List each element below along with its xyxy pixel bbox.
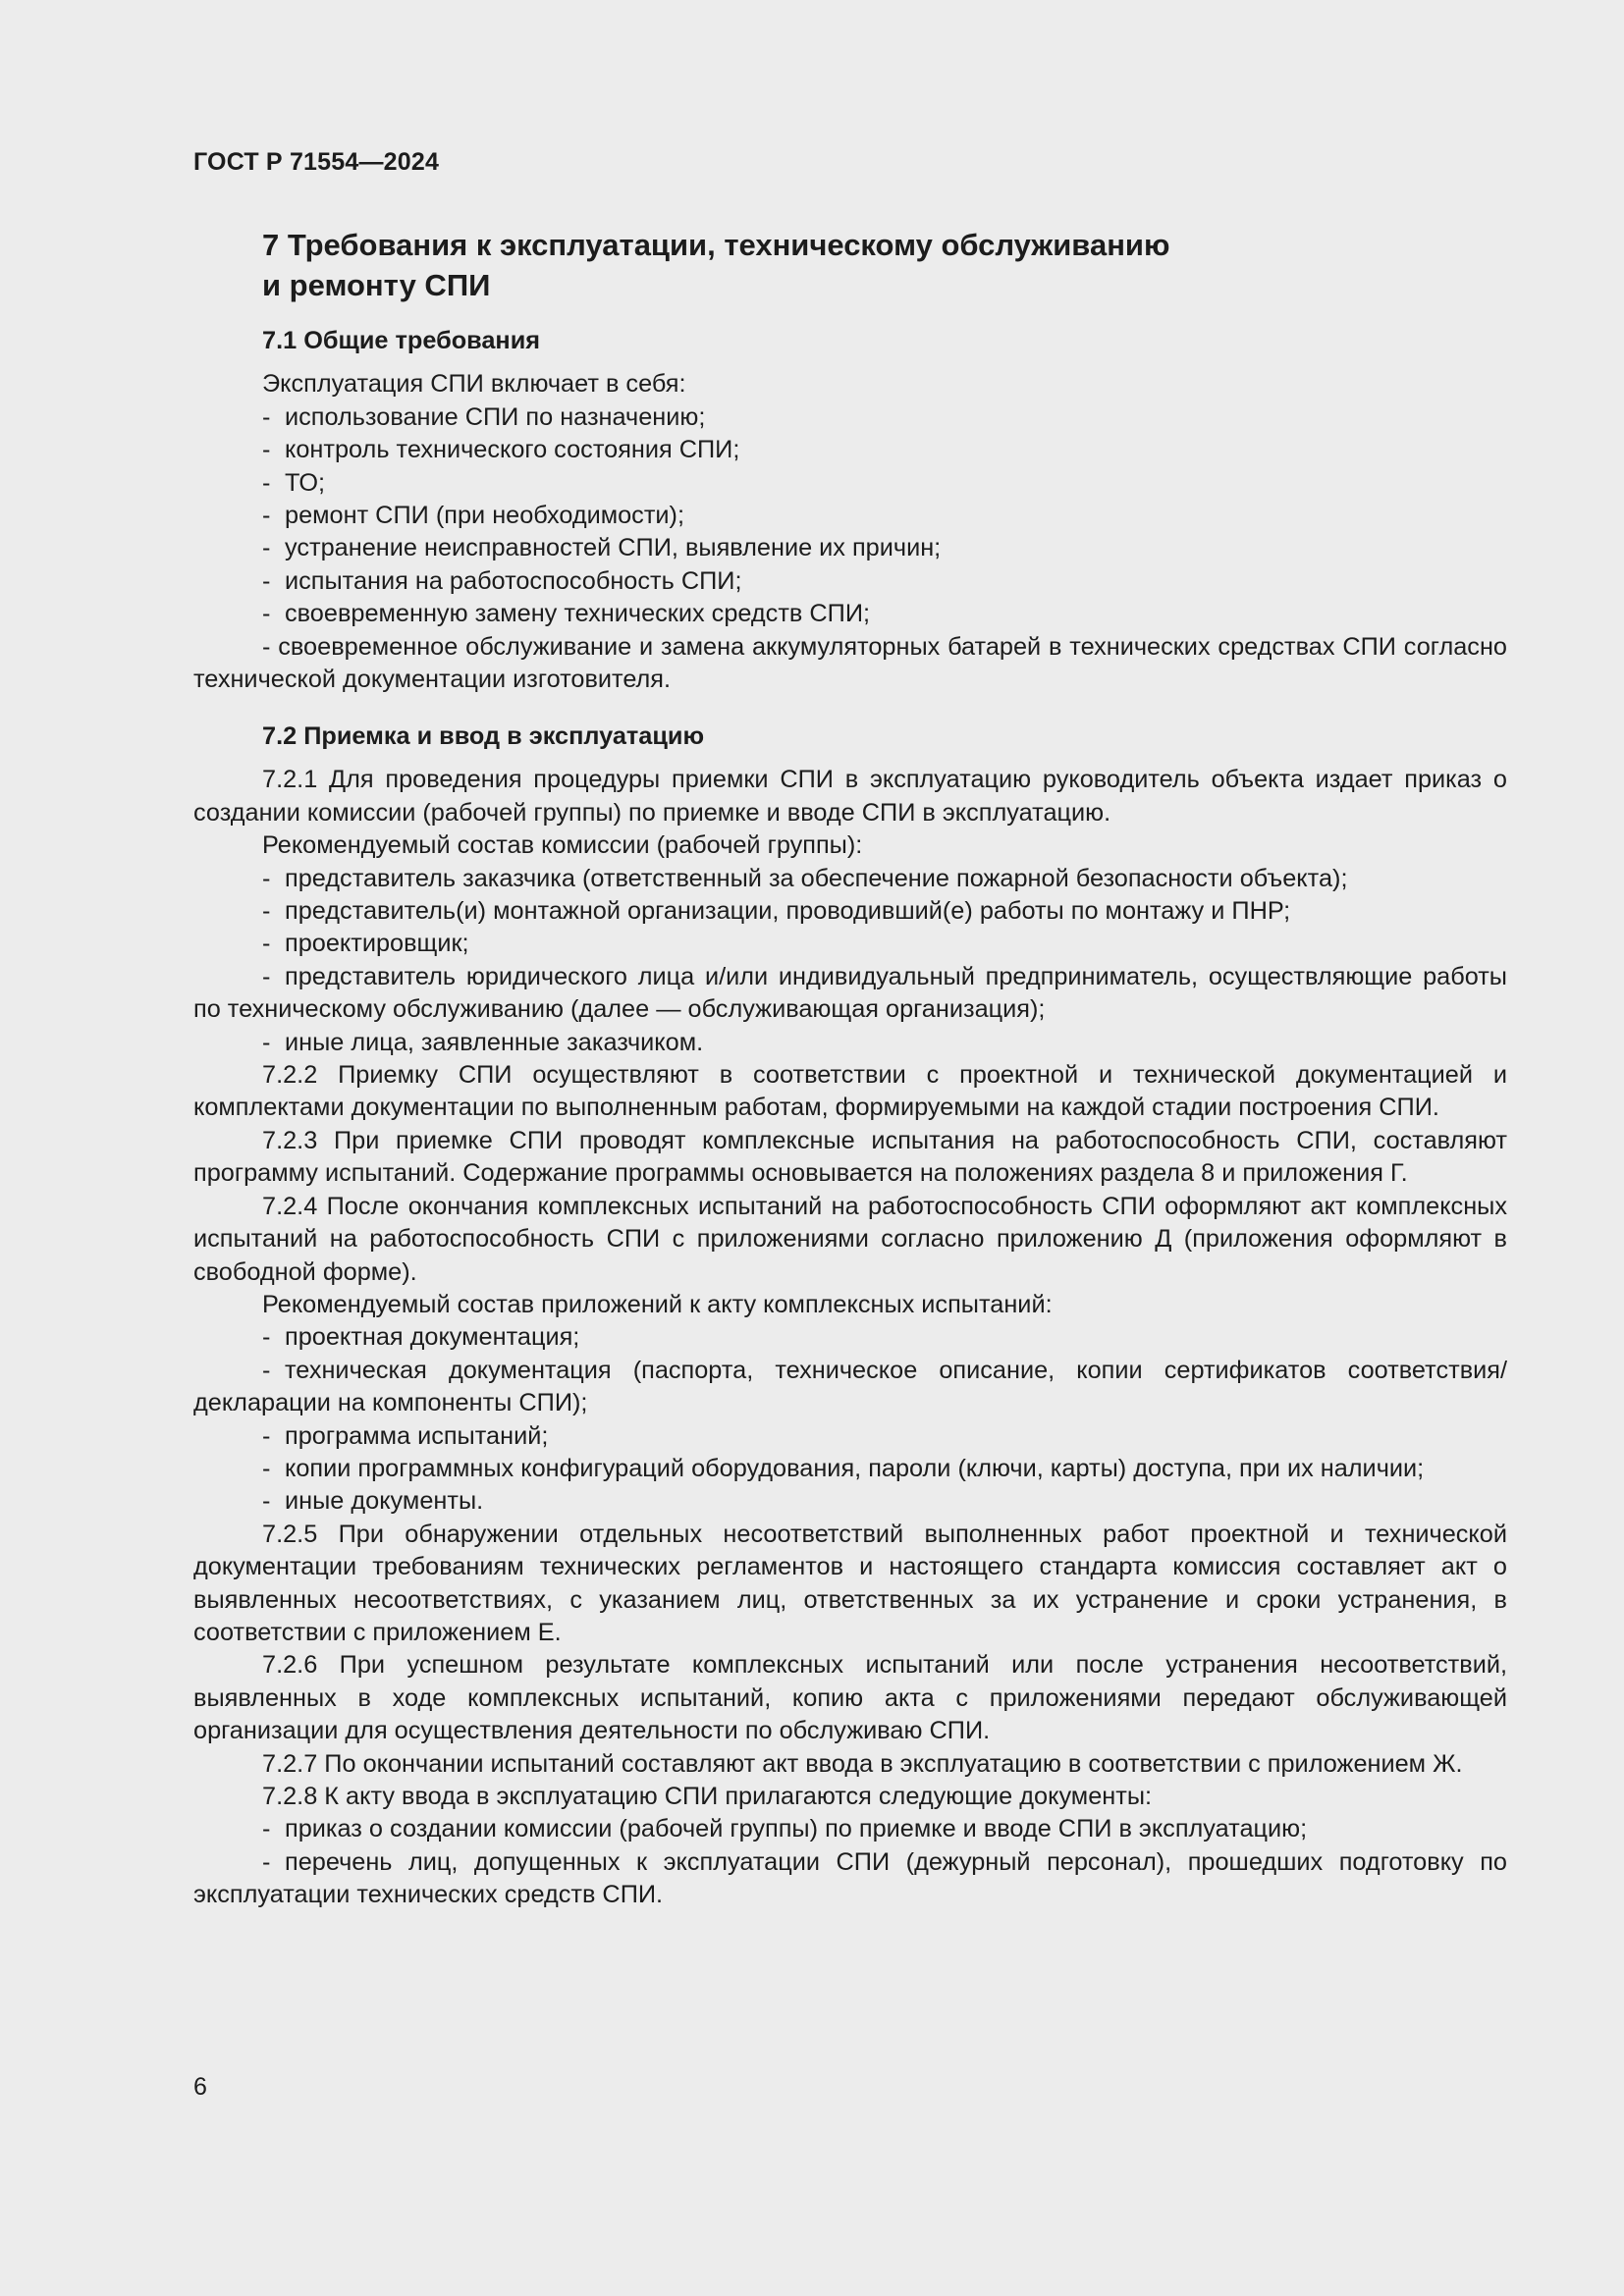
list-item: - иные документы. bbox=[262, 1487, 484, 1516]
list-item: - своевременную замену технических средств СПИ; bbox=[262, 600, 871, 628]
list-item: - представитель(и) монтажной организации, проводивший(е) работы по монтажу и ПНР; bbox=[262, 897, 1291, 926]
section-7-2 bbox=[193, 721, 1507, 1912]
paragraph-7-2-4: 7.2.4 После окончания комплексных испытаний на работоспособность СПИ оформляют акт комплексных испытаний на работоспособность СПИ с приложениями согласно приложению Д (приложения оформляют в свободной форме). bbox=[193, 1192, 1507, 1286]
list-item: - представитель заказчика (ответственный за обеспечение пожарной безопасности объекта); bbox=[262, 864, 1348, 892]
subsection-heading: 7.2 Приемка и ввод в эксплуатацию bbox=[262, 722, 705, 750]
list-item: - программа испытаний; bbox=[262, 1421, 549, 1450]
list-item: - проектная документация; bbox=[262, 1323, 580, 1352]
document-code: ГОСТ Р 71554—2024 bbox=[193, 148, 440, 176]
list-item: - использование СПИ по назначению; bbox=[262, 402, 706, 431]
section-title-line2: и ремонту СПИ bbox=[262, 268, 491, 302]
section-title bbox=[262, 225, 1342, 305]
section-7-1 bbox=[193, 325, 1507, 696]
list-item: - техническая документация (паспорта, техническое описание, копии сертификатов соответствия/декларации на компоненты СПИ); bbox=[193, 1356, 1507, 1417]
paragraph-7-2-2: 7.2.2 Приемку СПИ осуществляют в соответствии с проектной и технической документацией и комплектами документации по выполненным работам, формируемыми на каждой стадии построения СПИ. bbox=[193, 1061, 1507, 1122]
list-item: - копии программных конфигураций оборудования, пароли (ключи, карты) доступа, при их наличии; bbox=[262, 1454, 1425, 1482]
paragraph-7-2-5: 7.2.5 При обнаружении отдельных несоответствий выполненных работ проектной и технической документации требованиям технических регламентов и настоящего стандарта комиссия составляет акт о выявленных несоответствиях, с указанием лиц, ответственных за их устранение и сроки устранения, в соответствии с приложением Е. bbox=[193, 1520, 1507, 1646]
list-item: - проектировщик; bbox=[262, 930, 469, 958]
paragraph: Рекомендуемый состав комиссии (рабочей группы): bbox=[262, 831, 863, 860]
paragraph-7-2-3: 7.2.3 При приемке СПИ проводят комплексные испытания на работоспособность СПИ, составляют программу испытаний. Содержание программы основывается на положениях раздела 8 и приложения Г. bbox=[193, 1126, 1507, 1188]
list-item: - приказ о создании комиссии (рабочей группы) по приемке и вводе СПИ в эксплуатацию; bbox=[262, 1815, 1308, 1843]
page-number: 6 bbox=[193, 2073, 207, 2101]
list-item: - своевременное обслуживание и замена аккумуляторных батарей в технических средствах СПИ согласно технической документации изготовителя. bbox=[193, 632, 1507, 694]
paragraph-7-2-1: 7.2.1 Для проведения процедуры приемки СПИ в эксплуатацию руководитель объекта издает приказ о создании комиссии (рабочей группы) по приемке и вводе СПИ в эксплуатацию. bbox=[193, 766, 1507, 827]
list-item: - испытания на работоспособность СПИ; bbox=[262, 566, 742, 595]
list-item: - иные лица, заявленные заказчиком. bbox=[262, 1028, 704, 1056]
paragraph-7-2-8: 7.2.8 К акту ввода в эксплуатацию СПИ прилагаются следующие документы: bbox=[262, 1783, 1153, 1810]
list-item: - контроль технического состояния СПИ; bbox=[262, 436, 740, 464]
list-item: - устранение неисправностей СПИ, выявление их причин; bbox=[262, 534, 942, 562]
paragraph-7-2-7: 7.2.7 По окончании испытаний составляют акт ввода в эксплуатацию в соответствии с приложением Ж. bbox=[262, 1749, 1463, 1778]
list-item: - перечень лиц, допущенных к эксплуатации СПИ (дежурный персонал), прошедших подготовку по эксплуатации технических средств СПИ. bbox=[193, 1847, 1507, 1909]
list-item: - ремонт СПИ (при необходимости); bbox=[262, 502, 684, 530]
list-item: - ТО; bbox=[262, 468, 326, 497]
paragraph-7-2-6: 7.2.6 При успешном результате комплексных испытаний или после устранения несоответствий, выявленных в ходе комплексных испытаний, копию акта с приложениями передают обслуживающей организации для осуществления деятельности по обслуживаю СПИ. bbox=[193, 1651, 1507, 1745]
paragraph: Рекомендуемый состав приложений к акту комплексных испытаний: bbox=[262, 1290, 1053, 1318]
paragraph: Эксплуатация СПИ включает в себя: bbox=[262, 370, 686, 399]
list-item: - представитель юридического лица и/или индивидуальный предприниматель, осуществляющие работы по техническому обслуживанию (далее — обслуживающая организация); bbox=[193, 962, 1507, 1024]
section-title-line1: 7 Требования к эксплуатации, техническому обслуживанию bbox=[262, 228, 1170, 262]
subsection-heading: 7.1 Общие требования bbox=[262, 327, 541, 354]
